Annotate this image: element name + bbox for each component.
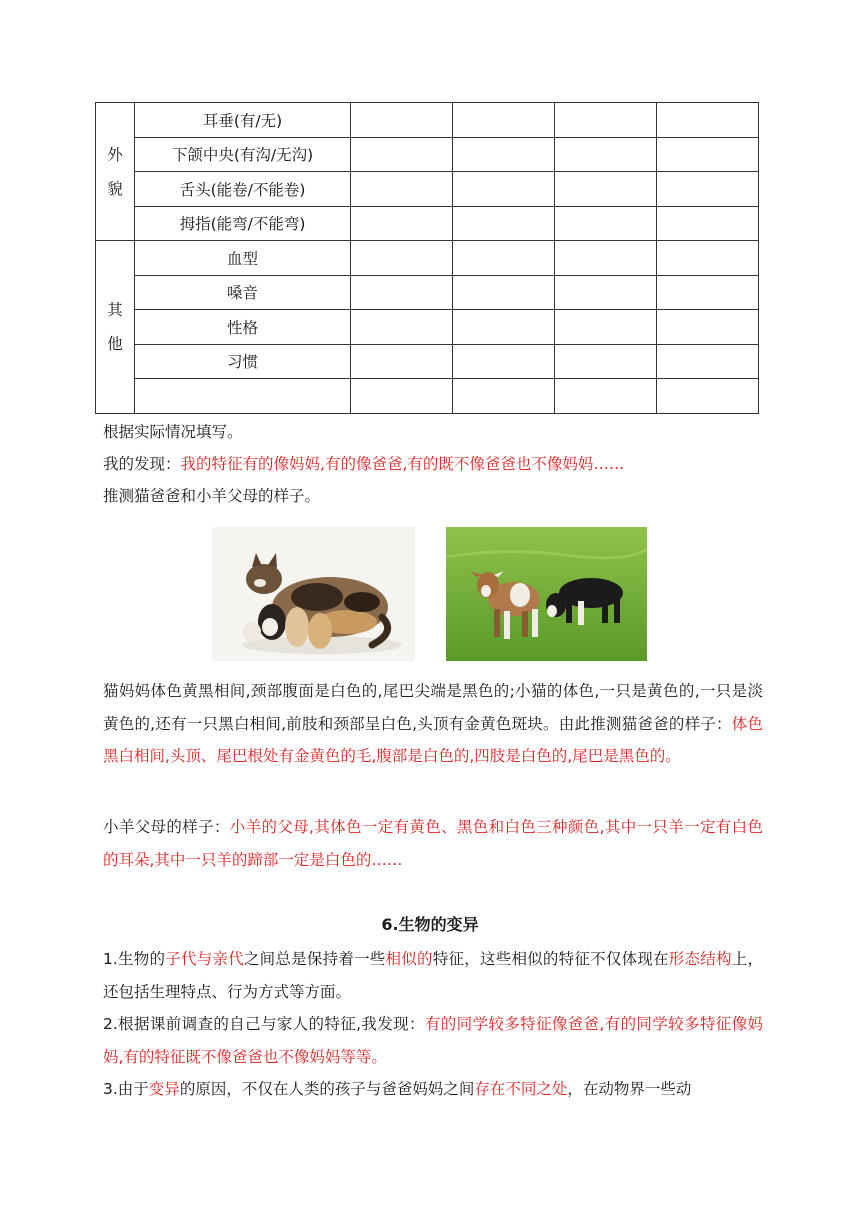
blank-cell[interactable]: [555, 344, 657, 379]
trait-label: 下颌中央(有沟/无沟): [135, 137, 351, 172]
table-row: [96, 206, 759, 241]
blank-cell[interactable]: [657, 310, 759, 345]
section-title: 6.生物的变异: [381, 915, 479, 934]
discovery-answer: 我的特征有的像妈妈,有的像爸爸,有的既不像爸爸也不像妈妈……: [180, 455, 625, 473]
blank-cell[interactable]: [657, 241, 759, 276]
goats-photo: [446, 527, 647, 661]
table-row: [96, 137, 759, 172]
trait-label: [135, 379, 351, 414]
table-row: [96, 344, 759, 379]
goat-label: 小羊父母的样子：: [103, 818, 230, 836]
blank-cell[interactable]: [555, 241, 657, 276]
traits-table: [95, 102, 759, 414]
blank-cell[interactable]: [657, 137, 759, 172]
blank-cell[interactable]: [351, 103, 453, 138]
blank-cell[interactable]: [351, 206, 453, 241]
trait-label: 拇指(能弯/不能弯): [135, 206, 351, 241]
blank-cell[interactable]: [351, 241, 453, 276]
blank-cell[interactable]: [555, 103, 657, 138]
variation-items: [103, 943, 763, 1106]
trait-label: 耳垂(有/无): [135, 103, 351, 138]
item-text: 1.生物的: [103, 950, 166, 968]
blank-cell[interactable]: [453, 137, 555, 172]
answer-text: 形态结构: [668, 950, 732, 968]
group-label-char: 貌: [107, 179, 123, 198]
item-text: 特征，这些相似的特征不仅体现在: [432, 950, 669, 968]
blank-cell[interactable]: [351, 310, 453, 345]
trait-label: 血型: [135, 241, 351, 276]
answer-text: 相似的: [385, 950, 433, 968]
blank-cell[interactable]: [555, 206, 657, 241]
trait-label: 舌头(能卷/不能卷): [135, 172, 351, 207]
item-text: 2.根据课前调查的自己与家人的特征,我发现：: [103, 1015, 425, 1033]
numbered-item: [103, 943, 763, 1008]
numbered-item: [103, 1073, 763, 1106]
blank-cell[interactable]: [351, 275, 453, 310]
goat-parents-answer: 小羊的父母,其体色一定有黄色、黑色和白色三种颜色,其中一只羊一定有白色的耳朵,其中一只羊的蹄部一定是白色的……: [103, 818, 763, 869]
blank-cell[interactable]: [351, 172, 453, 207]
group-label: [96, 103, 135, 241]
table-row: [96, 275, 759, 310]
blank-cell[interactable]: [453, 379, 555, 414]
item-text: 上，还包括生理特点、行为方式等方面。: [103, 950, 763, 1001]
group-label: [96, 241, 135, 414]
blank-cell[interactable]: [657, 275, 759, 310]
trait-label: 性格: [135, 310, 351, 345]
cat-father-answer: 体色黑白相间,头顶、尾巴根处有金黄色的毛,腹部是白色的,四肢是白色的,尾巴是黑色的。: [103, 714, 763, 765]
blank-cell[interactable]: [555, 275, 657, 310]
blank-cell[interactable]: [555, 379, 657, 414]
blank-cell[interactable]: [453, 103, 555, 138]
blank-cell[interactable]: [453, 310, 555, 345]
blank-cell[interactable]: [657, 103, 759, 138]
fill-note: 根据实际情况填写。: [103, 423, 243, 441]
numbered-item: [103, 1008, 763, 1073]
blank-cell[interactable]: [453, 241, 555, 276]
infer-prompt: 推测猫爸爸和小羊父母的样子。: [103, 487, 321, 505]
item-text: 的原因，不仅在人类的孩子与爸爸妈妈之间: [179, 1080, 475, 1098]
item-text: 之间总是保持着一些: [243, 950, 386, 968]
table-row: [96, 172, 759, 207]
blank-cell[interactable]: [453, 344, 555, 379]
trait-label: 嗓音: [135, 275, 351, 310]
blank-cell[interactable]: [351, 344, 453, 379]
table-row: [96, 379, 759, 414]
group-label-char: 外: [107, 145, 123, 164]
goat-paragraph: [103, 811, 763, 876]
blank-cell[interactable]: [555, 137, 657, 172]
cats-photo: [212, 527, 415, 661]
blank-cell[interactable]: [453, 172, 555, 207]
blank-cell[interactable]: [555, 310, 657, 345]
blank-cell[interactable]: [351, 137, 453, 172]
discovery-label: 我的发现：: [103, 455, 181, 473]
answer-text: 有的同学较多特征像爸爸,有的同学较多特征像妈妈,有的特征既不像爸爸也不像妈妈等等。: [103, 1015, 763, 1066]
answer-text: 存在不同之处: [474, 1080, 568, 1098]
trait-label: 习惯: [135, 344, 351, 379]
blank-cell[interactable]: [657, 379, 759, 414]
blank-cell[interactable]: [453, 275, 555, 310]
table-row: [96, 241, 759, 276]
my-discovery: [103, 448, 763, 480]
blank-cell[interactable]: [657, 206, 759, 241]
blank-cell[interactable]: [351, 379, 453, 414]
item-text: ，在动物界一些动: [567, 1080, 692, 1098]
blank-cell[interactable]: [657, 344, 759, 379]
blank-cell[interactable]: [453, 206, 555, 241]
table-row: [96, 310, 759, 345]
answer-text: 变异: [148, 1080, 180, 1098]
group-label-char: 其: [107, 300, 123, 319]
table-row: [96, 103, 759, 138]
cat-description: 猫妈妈体色黄黑相间,颈部腹面是白色的,尾巴尖端是黑色的;小猫的体色,一只是黄色的,一只是淡黄色的,还有一只黑白相间,前肢和颈部呈白色,头顶有金黄色斑块。由此推测猫爸爸的样子：: [103, 682, 763, 733]
blank-cell[interactable]: [657, 172, 759, 207]
cat-paragraph: [103, 675, 763, 773]
blank-cell[interactable]: [555, 172, 657, 207]
item-text: 3.由于: [103, 1080, 149, 1098]
answer-text: 子代与亲代: [165, 950, 244, 968]
group-label-char: 他: [107, 334, 123, 353]
